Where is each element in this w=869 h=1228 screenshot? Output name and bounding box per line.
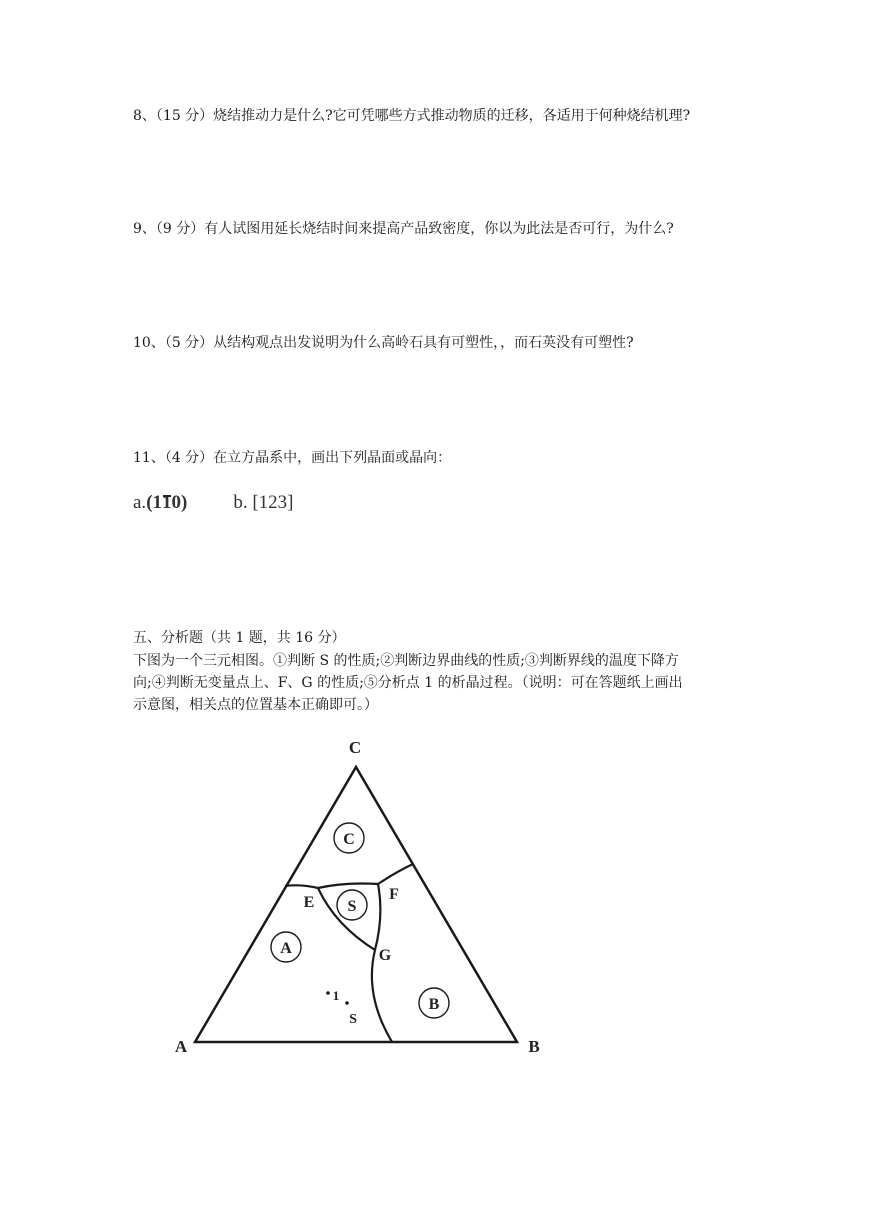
field-c-label: C	[343, 831, 355, 848]
miller-b-direction: b. [123]	[233, 492, 294, 513]
vertex-a-label: A	[174, 1037, 188, 1056]
overbar-digit: 1	[162, 492, 172, 513]
vertex-c-label: C	[348, 738, 362, 757]
miller-a-plane: (110)	[146, 492, 188, 513]
field-a-label: A	[280, 940, 292, 957]
boundary-curve-cf	[346, 848, 362, 868]
boundary-curve-ae	[285, 885, 318, 888]
boundary-curve-c-split	[350, 860, 368, 880]
field-s-label: S	[347, 898, 357, 915]
boundary-curve-e-top	[318, 884, 378, 889]
point-s-dot	[345, 1001, 349, 1005]
question-8: 8、（15 分）烧结推动力是什么?它可凭哪些方式推动物质的迁移，各适用于何种烧结机理?	[133, 108, 691, 124]
point-e-label: E	[303, 894, 315, 911]
problem-line: 下图为一个三元相图。①判断 S 的性质;②判断边界曲线的性质;③判断界线的温度下降方	[133, 653, 679, 669]
miller-a-prefix: a.	[133, 492, 147, 513]
problem-line: 示意图，相关点的位置基本正确即可。）	[133, 697, 378, 713]
vertex-b-label: B	[528, 1037, 540, 1056]
point-g-label: G	[378, 947, 392, 964]
question-9: 9、（9 分）有人试图用延长烧结时间来提高产品致密度，你以为此法是否可行，为什么?	[133, 221, 674, 237]
field-b-label: B	[428, 996, 440, 1013]
point-f-label: F	[389, 886, 399, 903]
section-heading: 五、分析题（共 1 题，共 16 分）	[133, 630, 346, 646]
boundary-curve-top-f	[378, 864, 413, 884]
problem-line: 向;④判断无变量点上、F、G 的性质;⑤分析点 1 的析晶过程。（说明：可在答题纸上画出	[133, 675, 683, 691]
point-1-label: 1	[332, 988, 340, 1003]
point-1-dot	[326, 991, 330, 995]
point-s-label: S	[349, 1012, 357, 1027]
question-10: 10、（5 分）从结构观点出发说明为什么高岭石具有可塑性，，而石英没有可塑性?	[133, 335, 634, 351]
question-11: 11、（4 分）在立方晶系中，画出下列晶面或晶向：	[133, 450, 452, 466]
boundary-curve-f-g	[375, 884, 380, 950]
